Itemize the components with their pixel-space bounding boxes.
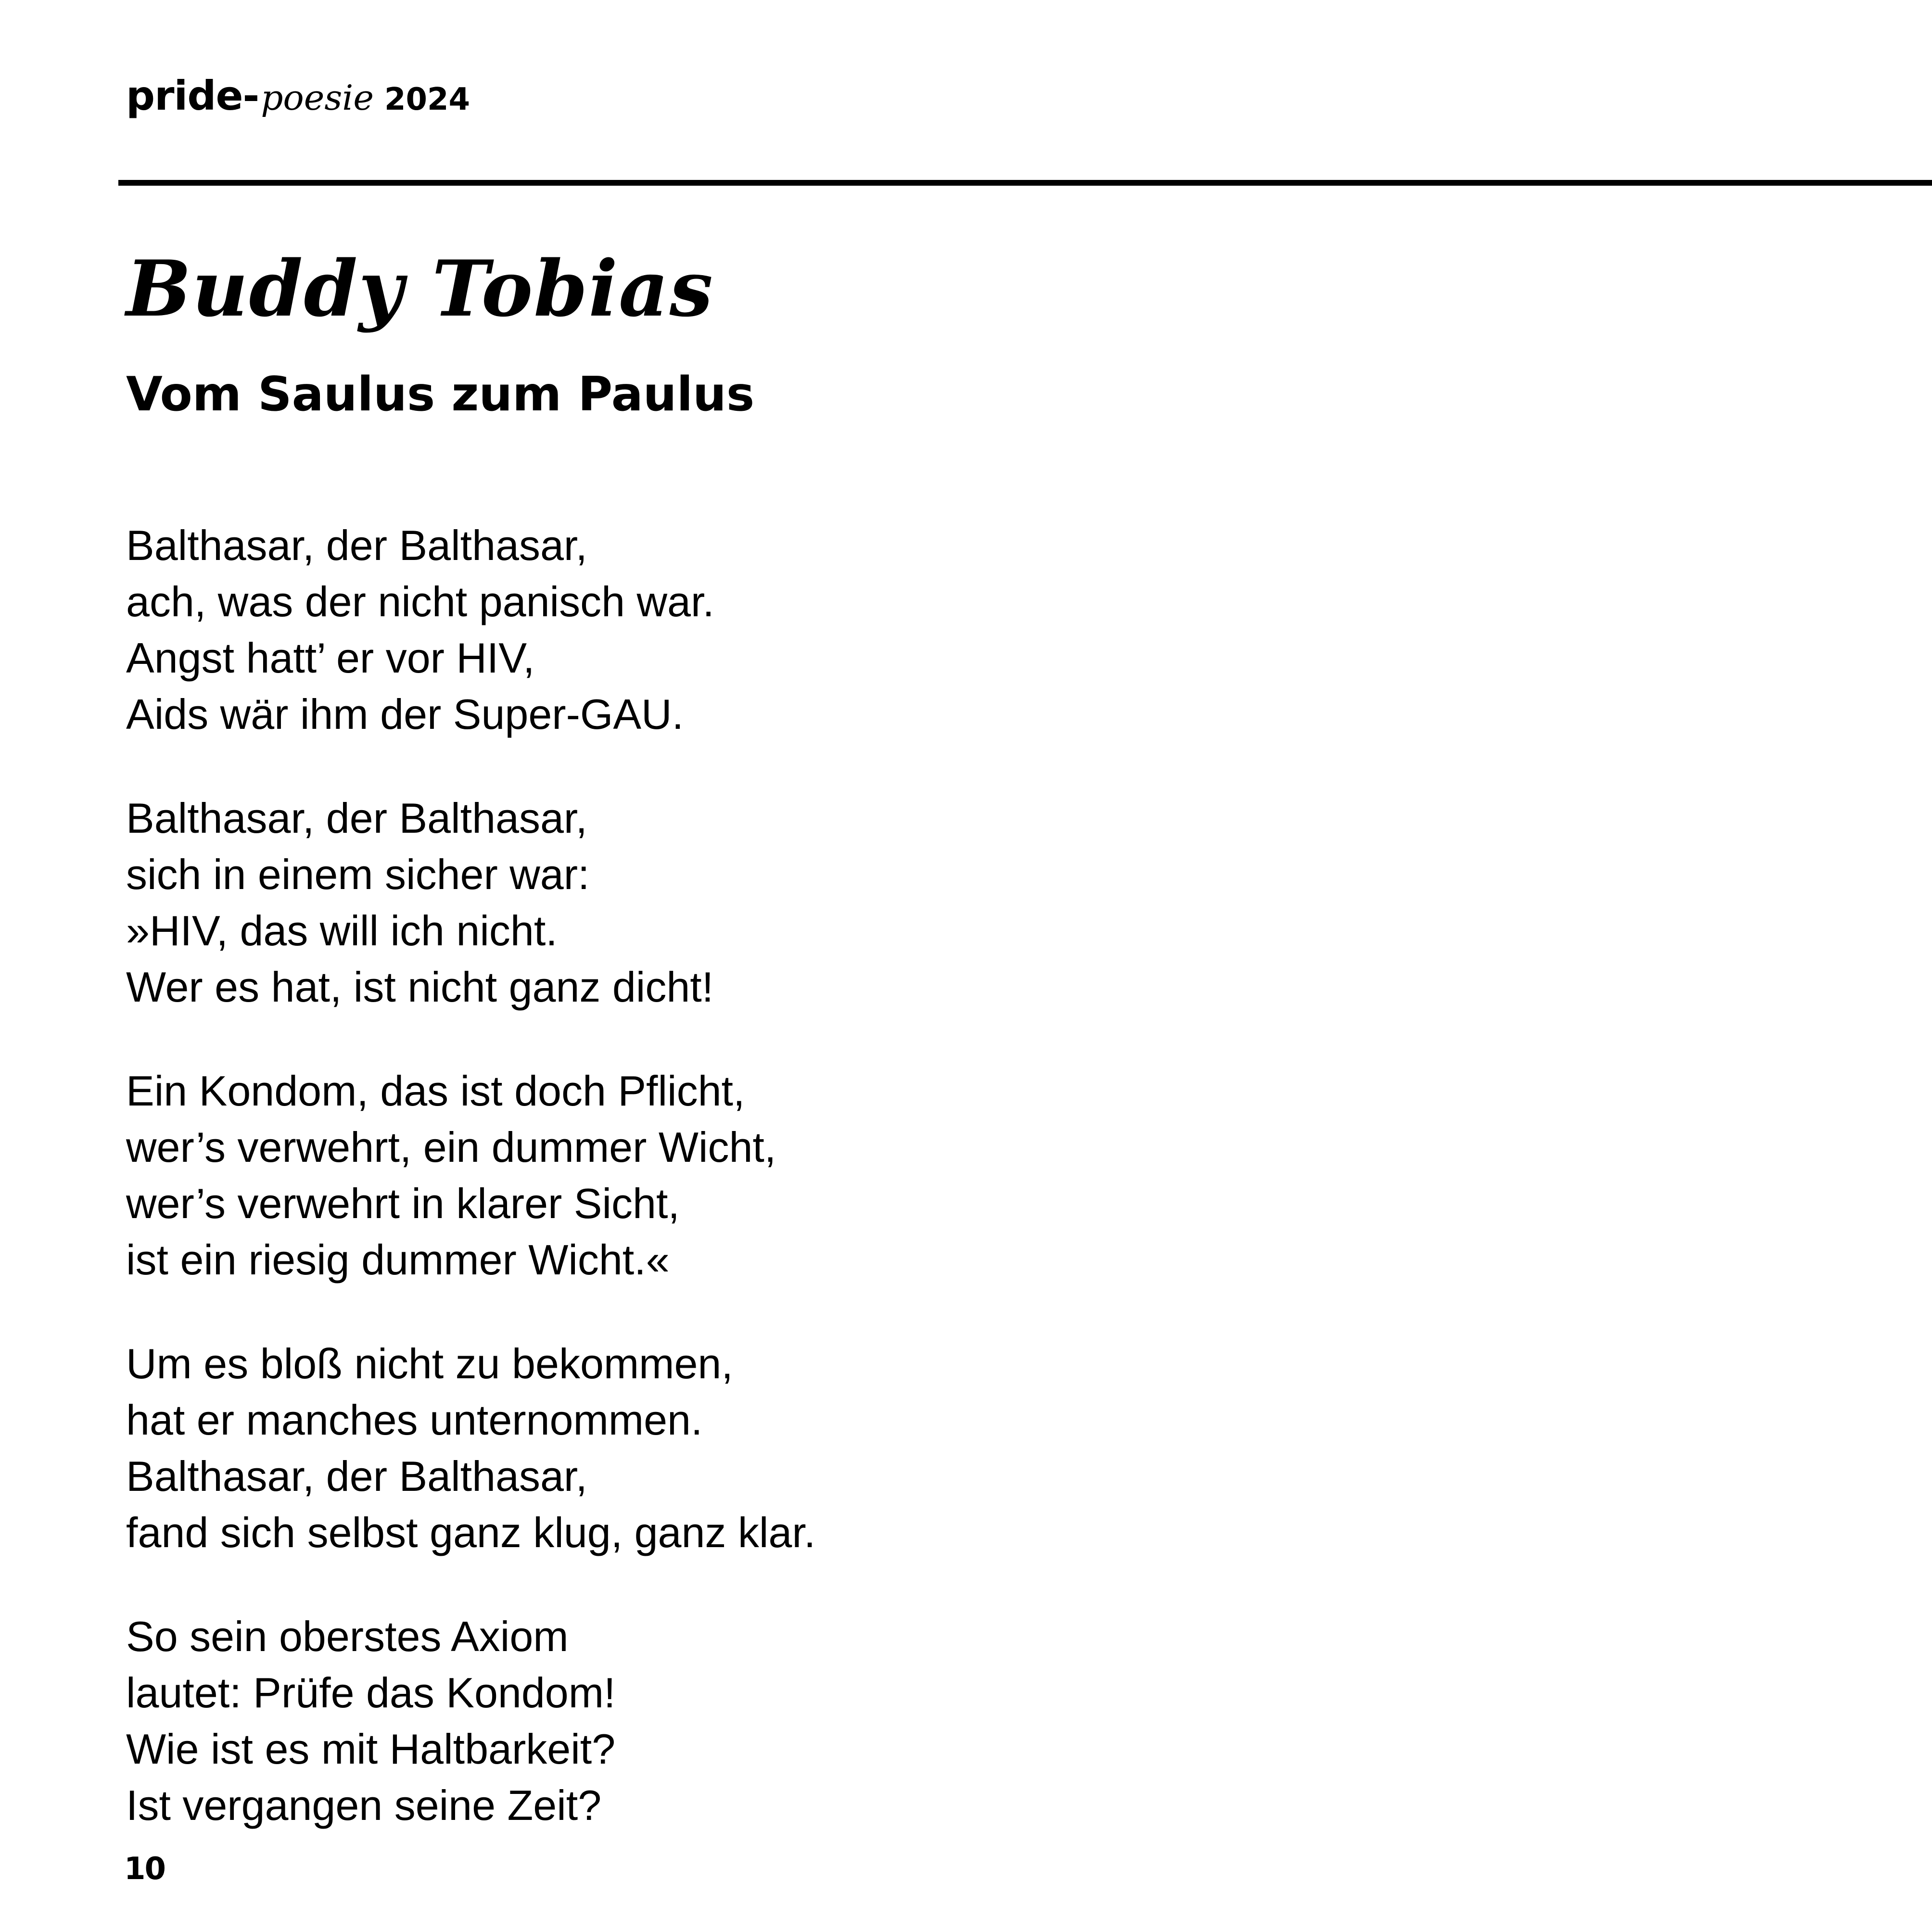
stanza (126, 1063, 1088, 1288)
publication-header (126, 72, 470, 120)
stanza (126, 517, 1088, 742)
poem-line: Wie ist es mit Haltbarkeit? (126, 1725, 616, 1773)
poem-line: hat er manches unternommen. (126, 1396, 703, 1444)
header-divider (118, 180, 1932, 186)
stanza (126, 1335, 1088, 1561)
poem-line: Ist vergangen seine Zeit? (126, 1781, 602, 1829)
poem-title: Vom Saulus zum Paulus (126, 367, 755, 422)
poem-line: Wer es hat, ist nicht ganz dicht! (126, 963, 714, 1011)
poem-line: Um es bloß nicht zu bekommen, (126, 1340, 733, 1387)
poem-line: Balthasar, der Balthasar, (126, 1452, 587, 1500)
poem-line: Balthasar, der Balthasar, (126, 794, 587, 842)
poem-line: ist ein riesig dummer Wicht.« (126, 1236, 670, 1284)
poem-line: sich in einem sicher war: (126, 851, 590, 898)
stanza (126, 790, 1088, 1015)
poem-line: Angst hatt’ er vor HIV, (126, 634, 535, 682)
stanza (126, 1608, 1088, 1833)
poem-line: fand sich selbst ganz klug, ganz klar. (126, 1509, 816, 1556)
brand-year: 2024 (384, 82, 470, 117)
poem-line: »HIV, das will ich nicht. (126, 907, 558, 954)
poem-line: ach, was der nicht panisch war. (126, 578, 714, 625)
brand-pride: pride- (126, 72, 259, 119)
poem-line: Balthasar, der Balthasar, (126, 521, 587, 569)
poem-line: So sein oberstes Axiom (126, 1613, 569, 1660)
page-number: 10 (124, 1851, 165, 1887)
author-name: Buddy Tobias (126, 243, 714, 334)
poem-line: Ein Kondom, das ist doch Pflicht, (126, 1067, 745, 1115)
poem-line: wer’s verwehrt in klarer Sicht, (126, 1180, 680, 1227)
poem-line: lautet: Prüfe das Kondom! (126, 1669, 616, 1716)
poem-line: wer’s verwehrt, ein dummer Wicht, (126, 1123, 776, 1171)
brand-poesie: poesie (261, 77, 374, 118)
poem-line: Aids wär ihm der Super-GAU. (126, 690, 684, 738)
poem-body (126, 517, 1088, 1881)
